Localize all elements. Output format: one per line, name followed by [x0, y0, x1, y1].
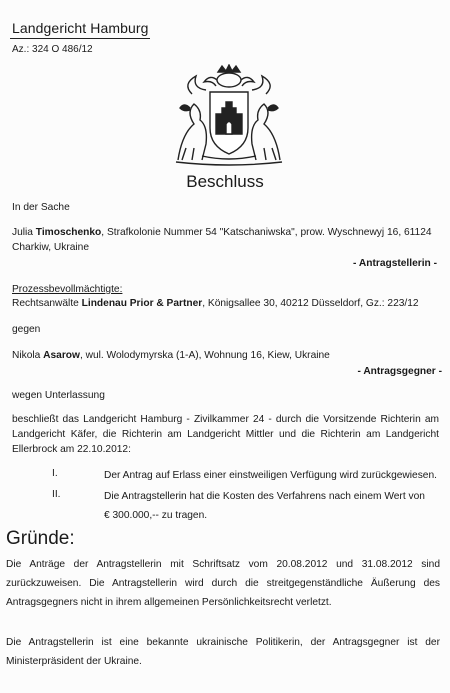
item-2-text-line-2: € 300.000,-- zu tragen. — [104, 510, 208, 521]
respondent-address: , wul. Wolodymyrska (1-A), Wohnung 16, Kiew, Ukraine — [79, 350, 330, 361]
case-number: Az.: 324 O 486/12 — [12, 44, 93, 55]
against-line: gegen — [12, 324, 41, 335]
applicant-role — [0, 256, 437, 271]
applicant-first-name: Julia — [12, 227, 36, 238]
item-1-text: Der Antrag auf Erlass einer einstweiligen Verfügung wird zurückgewiesen. — [104, 470, 437, 481]
grounds-paragraph-1: Die Anträge der Antragstellerin mit Schriftsatz vom 20.08.2012 und 31.08.2012 sind zurückzuweisen. Die Antragstellerin wird durch die streitgegenständliche Äußerung des Antragsgegners nicht in ihrem allgemeinen Persönlichkeitsrecht verletzt. — [6, 559, 440, 608]
grounds-heading: Gründe: — [6, 528, 75, 549]
counsel-label: Prozessbevollmächtigte: — [12, 284, 123, 295]
decision-intro: beschließt das Landgericht Hamburg - Zivilkammer 24 - durch die Vorsitzende Richterin am Landgericht Käfer, die Richterin am Landgericht Mittler und die Richterin am Landgericht Ellerbrock am 22.10.2012: — [12, 414, 439, 455]
court-name-underline — [10, 38, 150, 39]
applicant-address-line-2: Charkiw, Ukraine — [12, 242, 89, 253]
hamburg-coat-of-arms-icon — [172, 64, 286, 168]
grounds-paragraph-2: Die Antragstellerin ist eine bekannte ukrainische Politikerin, der Antragsgegner ist der Ministerpräsident der Ukraine. — [6, 637, 440, 667]
applicant-surname: Timoschenko — [35, 227, 102, 238]
court-name: Landgericht Hamburg — [12, 20, 149, 36]
counsel-line — [12, 296, 444, 311]
intro-line: In der Sache — [12, 202, 70, 213]
item-1-number: I. — [52, 468, 58, 479]
subject-line: wegen Unterlassung — [12, 390, 105, 401]
applicant-role-label: - Antragstellerin - — [353, 258, 437, 269]
applicant-line-1 — [12, 225, 442, 240]
counsel-prefix: Rechtsanwälte — [12, 298, 82, 309]
applicant-address: , Strafkolonie Nummer 54 "Katschaniwska", prow. Wyschnewyj 16, 61124 — [101, 227, 432, 238]
document-title: Beschluss — [186, 172, 264, 191]
respondent-role — [0, 364, 442, 379]
counsel-firm: Lindenau Prior & Partner — [81, 298, 203, 309]
item-2-number: II. — [52, 489, 61, 500]
respondent-role-label: - Antragsgegner - — [357, 366, 442, 377]
respondent-surname: Asarow — [43, 350, 80, 361]
respondent-line — [12, 348, 442, 363]
respondent-first-name: Nikola — [12, 350, 44, 361]
counsel-address: , Königsallee 30, 40212 Düsseldorf, Gz.: 223/12 — [202, 298, 419, 309]
item-2-text-line-1: Die Antragstellerin hat die Kosten des Verfahrens nach einem Wert von — [104, 491, 425, 502]
